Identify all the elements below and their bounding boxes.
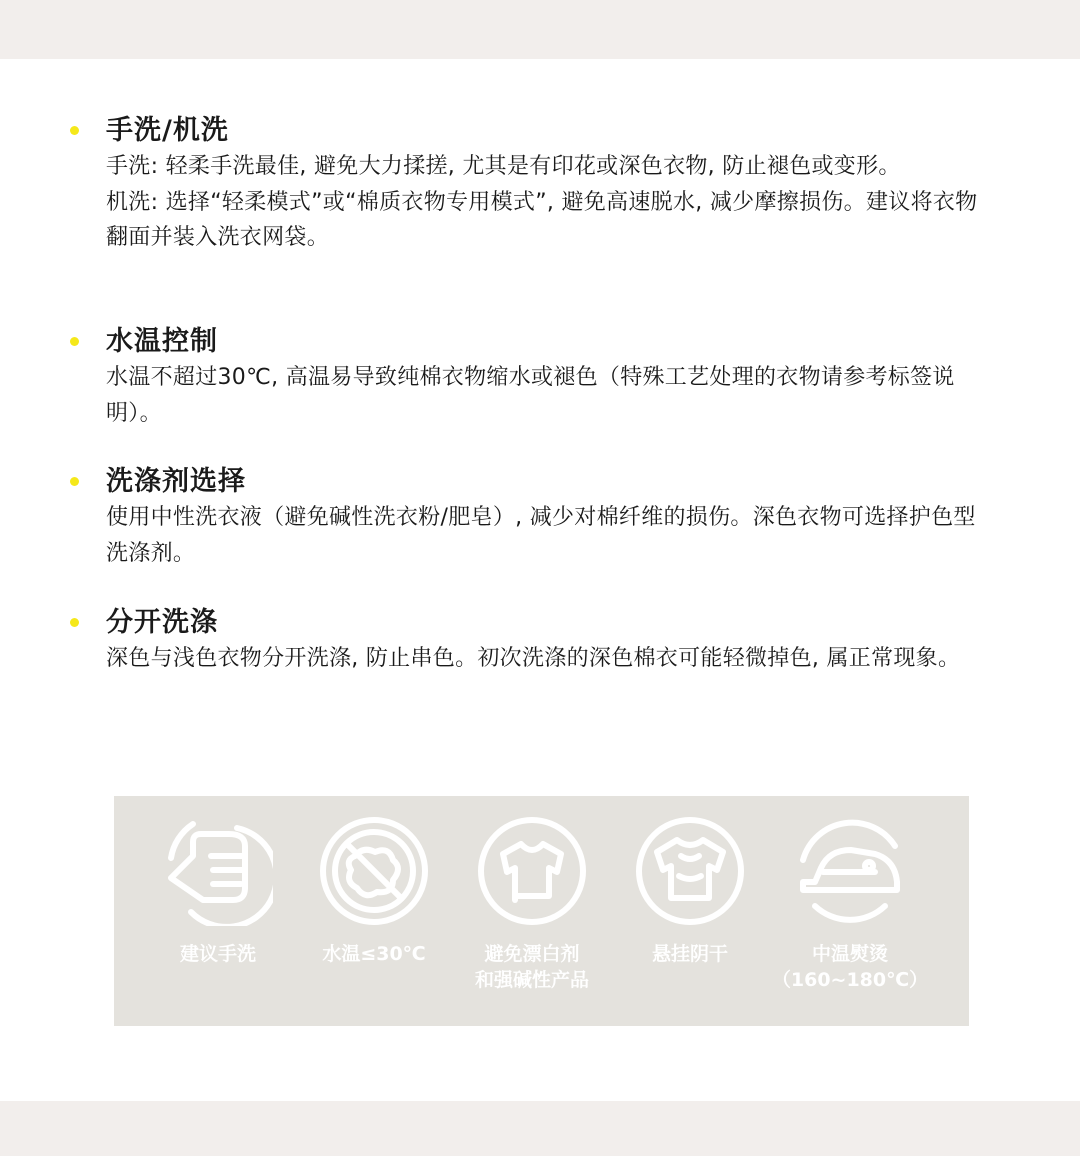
care-item-hand-wash [138, 816, 298, 1016]
no-bleach-icon [319, 816, 429, 926]
care-item-iron [770, 816, 930, 1016]
section-title: 洗涤剂选择 [106, 466, 246, 497]
bottom-band [0, 1101, 1080, 1156]
iron-icon [795, 816, 905, 926]
paragraph: 使用中性洗衣液（避免碱性洗衣粉/肥皂）, 减少对棉纤维的损伤。深色衣物可选择护色型洗涤剂。 [106, 505, 976, 566]
paragraph: 机洗: 选择“轻柔模式”或“棉质衣物专用模式”, 避免高速脱水, 减少摩擦损伤。建议将衣物翻面并装入洗衣网袋。 [106, 189, 978, 250]
care-item-no-bleach [294, 816, 454, 1016]
bullet-dot [70, 477, 79, 486]
care-label: 悬挂阴干 [651, 943, 728, 965]
care-label: 水温≤30℃ [322, 943, 426, 965]
paragraph: 深色与浅色衣物分开洗涤, 防止串色。初次洗涤的深色棉衣可能轻微掉色, 属正常现象。 [106, 646, 961, 671]
section-body [106, 360, 986, 431]
section-body [106, 641, 986, 677]
paragraph: 手洗: 轻柔手洗最佳, 避免大力揉搓, 尤其是有印花或深色衣物, 防止褪色或变形。 [106, 154, 901, 179]
section-title: 手洗/机洗 [106, 115, 229, 146]
section-body [106, 500, 986, 571]
care-label: 建议手洗 [179, 943, 256, 965]
care-item-hang-dry [610, 816, 770, 1016]
hand-wash-icon [163, 816, 273, 926]
bullet-dot [70, 337, 79, 346]
care-label: 中温熨烫 （160~180℃） [771, 943, 929, 991]
care-item-clothing [452, 816, 612, 1016]
clothing-icon [477, 816, 587, 926]
top-band [0, 0, 1080, 59]
bullet-dot [70, 126, 79, 135]
section-title: 水温控制 [106, 326, 218, 357]
care-icons-panel [114, 796, 969, 1026]
hang-dry-icon [635, 816, 745, 926]
bullet-dot [70, 618, 79, 627]
care-label: 避免漂白剂 和强碱性产品 [474, 943, 589, 991]
section-title: 分开洗涤 [106, 607, 218, 638]
section-body [106, 149, 986, 256]
paragraph: 水温不超过30℃, 高温易导致纯棉衣物缩水或褪色（特殊工艺处理的衣物请参考标签说明）。 [106, 365, 955, 426]
